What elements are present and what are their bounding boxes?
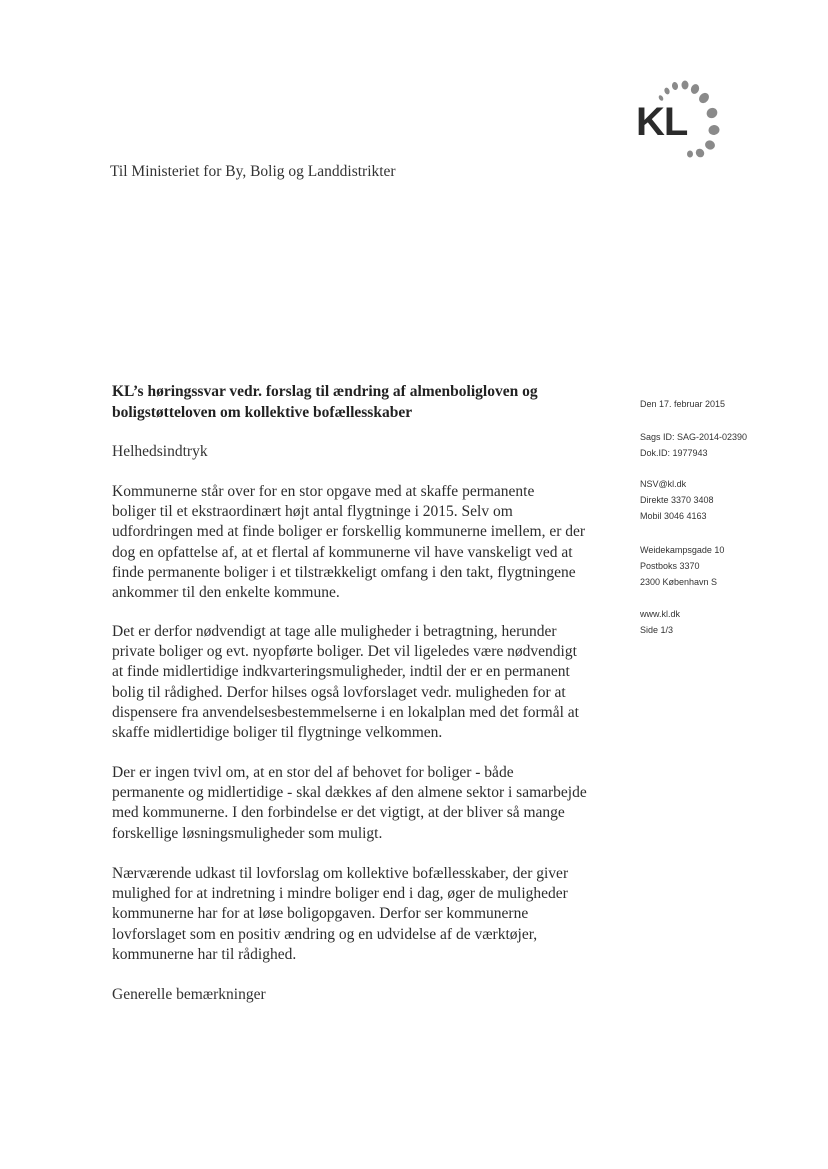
meta-page-number: Side 1/3 <box>640 625 674 635</box>
paragraph-line: kommunerne har for at løse boligopgaven. Derfor ser kommunerne <box>112 905 529 923</box>
meta-direkte: Direkte 3370 3408 <box>640 495 714 505</box>
paragraph-line: mulighed for at indretning i mindre boliger end i dag, øger de muligheder <box>112 885 568 903</box>
paragraph-line: forskellige løsningsmuligheder som muligt. <box>112 824 383 842</box>
meta-date: Den 17. februar 2015 <box>640 399 726 409</box>
paragraph-line: bolig til rådighed. Derfor hilses også lovforslaget vedr. muligheden for at <box>112 683 566 701</box>
paragraph <box>112 622 612 743</box>
paragraph <box>112 763 612 844</box>
paragraph-line: kommunerne har til rådighed. <box>112 945 297 963</box>
paragraph-line: permanente og midlertidige - skal dækkes af den almene sektor i samarbejde <box>112 784 587 802</box>
paragraph-line: Det er derfor nødvendigt at tage alle muligheder i betragtning, herunder <box>112 623 557 640</box>
meta-mobil: Mobil 3046 4163 <box>640 511 707 521</box>
paragraph-line: med kommunerne. I den forbindelse er det vigtigt, at der bliver så mange <box>112 804 565 822</box>
title-line: boligstøtteloven om kollektive bofællesskaber <box>112 404 413 421</box>
section-heading-generelle: Generelle bemærkninger <box>112 986 266 1003</box>
title-line: KL’s høringssvar vedr. forslag til ændring af almenboligloven og <box>112 383 538 400</box>
meta-dok-id: Dok.ID: 1977943 <box>640 448 708 458</box>
meta-address <box>640 542 724 590</box>
document-title <box>112 381 582 423</box>
kl-logo-text: KL <box>636 100 688 144</box>
paragraph-line: dog en opfattelse af, at et flertal af kommunerne vil have vanskeligt ved at <box>112 543 573 561</box>
paragraph-line: private boliger og evt. nyopførte boliger. Det vil ligeledes være nødvendigt <box>112 643 577 661</box>
meta-web-page <box>640 606 680 638</box>
meta-address-line: Postboks 3370 <box>640 561 700 571</box>
meta-web: www.kl.dk <box>640 609 681 619</box>
meta-ids <box>640 429 747 461</box>
paragraph-line: dispensere fra anvendelsesbestemmelserne i en lokalplan med det formål at <box>112 703 579 721</box>
meta-address-line: Weidekampsgade 10 <box>640 545 725 555</box>
paragraph-line: Nærværende udkast til lovforslag om kollektive bofællesskaber, der giver <box>112 865 569 882</box>
paragraph-line: Der er ingen tvivl om, at en stor del af behovet for boliger - både <box>112 764 514 781</box>
recipient: Til Ministeriet for By, Bolig og Landdistrikter <box>110 163 396 180</box>
meta-contact <box>640 476 714 524</box>
paragraph <box>112 864 612 965</box>
meta-address-line: 2300 København S <box>640 577 718 587</box>
paragraph <box>112 482 612 603</box>
section-heading-helhedsindtryk: Helhedsindtryk <box>112 443 208 460</box>
meta-sags-id: Sags ID: SAG-2014-02390 <box>640 432 748 442</box>
paragraph-line: at finde midlertidige indkvarteringsmuligheder, indtil der er en permanent <box>112 663 570 681</box>
paragraph-line: lovforslaget som en positiv ændring og en udvidelse af de værktøjer, <box>112 925 538 943</box>
paragraph-line: skaffe midlertidige boliger til flygtninge velkommen. <box>112 724 443 742</box>
paragraph-line: Kommunerne står over for en stor opgave med at skaffe permanente <box>112 483 535 500</box>
meta-email: NSV@kl.dk <box>640 479 687 489</box>
paragraph-line: boliger til et ekstraordinært højt antal flygtninge i 2015. Selv om <box>112 503 513 521</box>
paragraph-line: ankommer til den enkelte kommune. <box>112 584 340 602</box>
paragraph-line: finde permanente boliger i et tilstrækkeligt omfang i den takt, flygtningene <box>112 563 576 581</box>
kl-logo <box>634 80 726 162</box>
paragraph-line: udfordringen med at finde boliger er forskellig kommunerne imellem, er der <box>112 523 586 541</box>
